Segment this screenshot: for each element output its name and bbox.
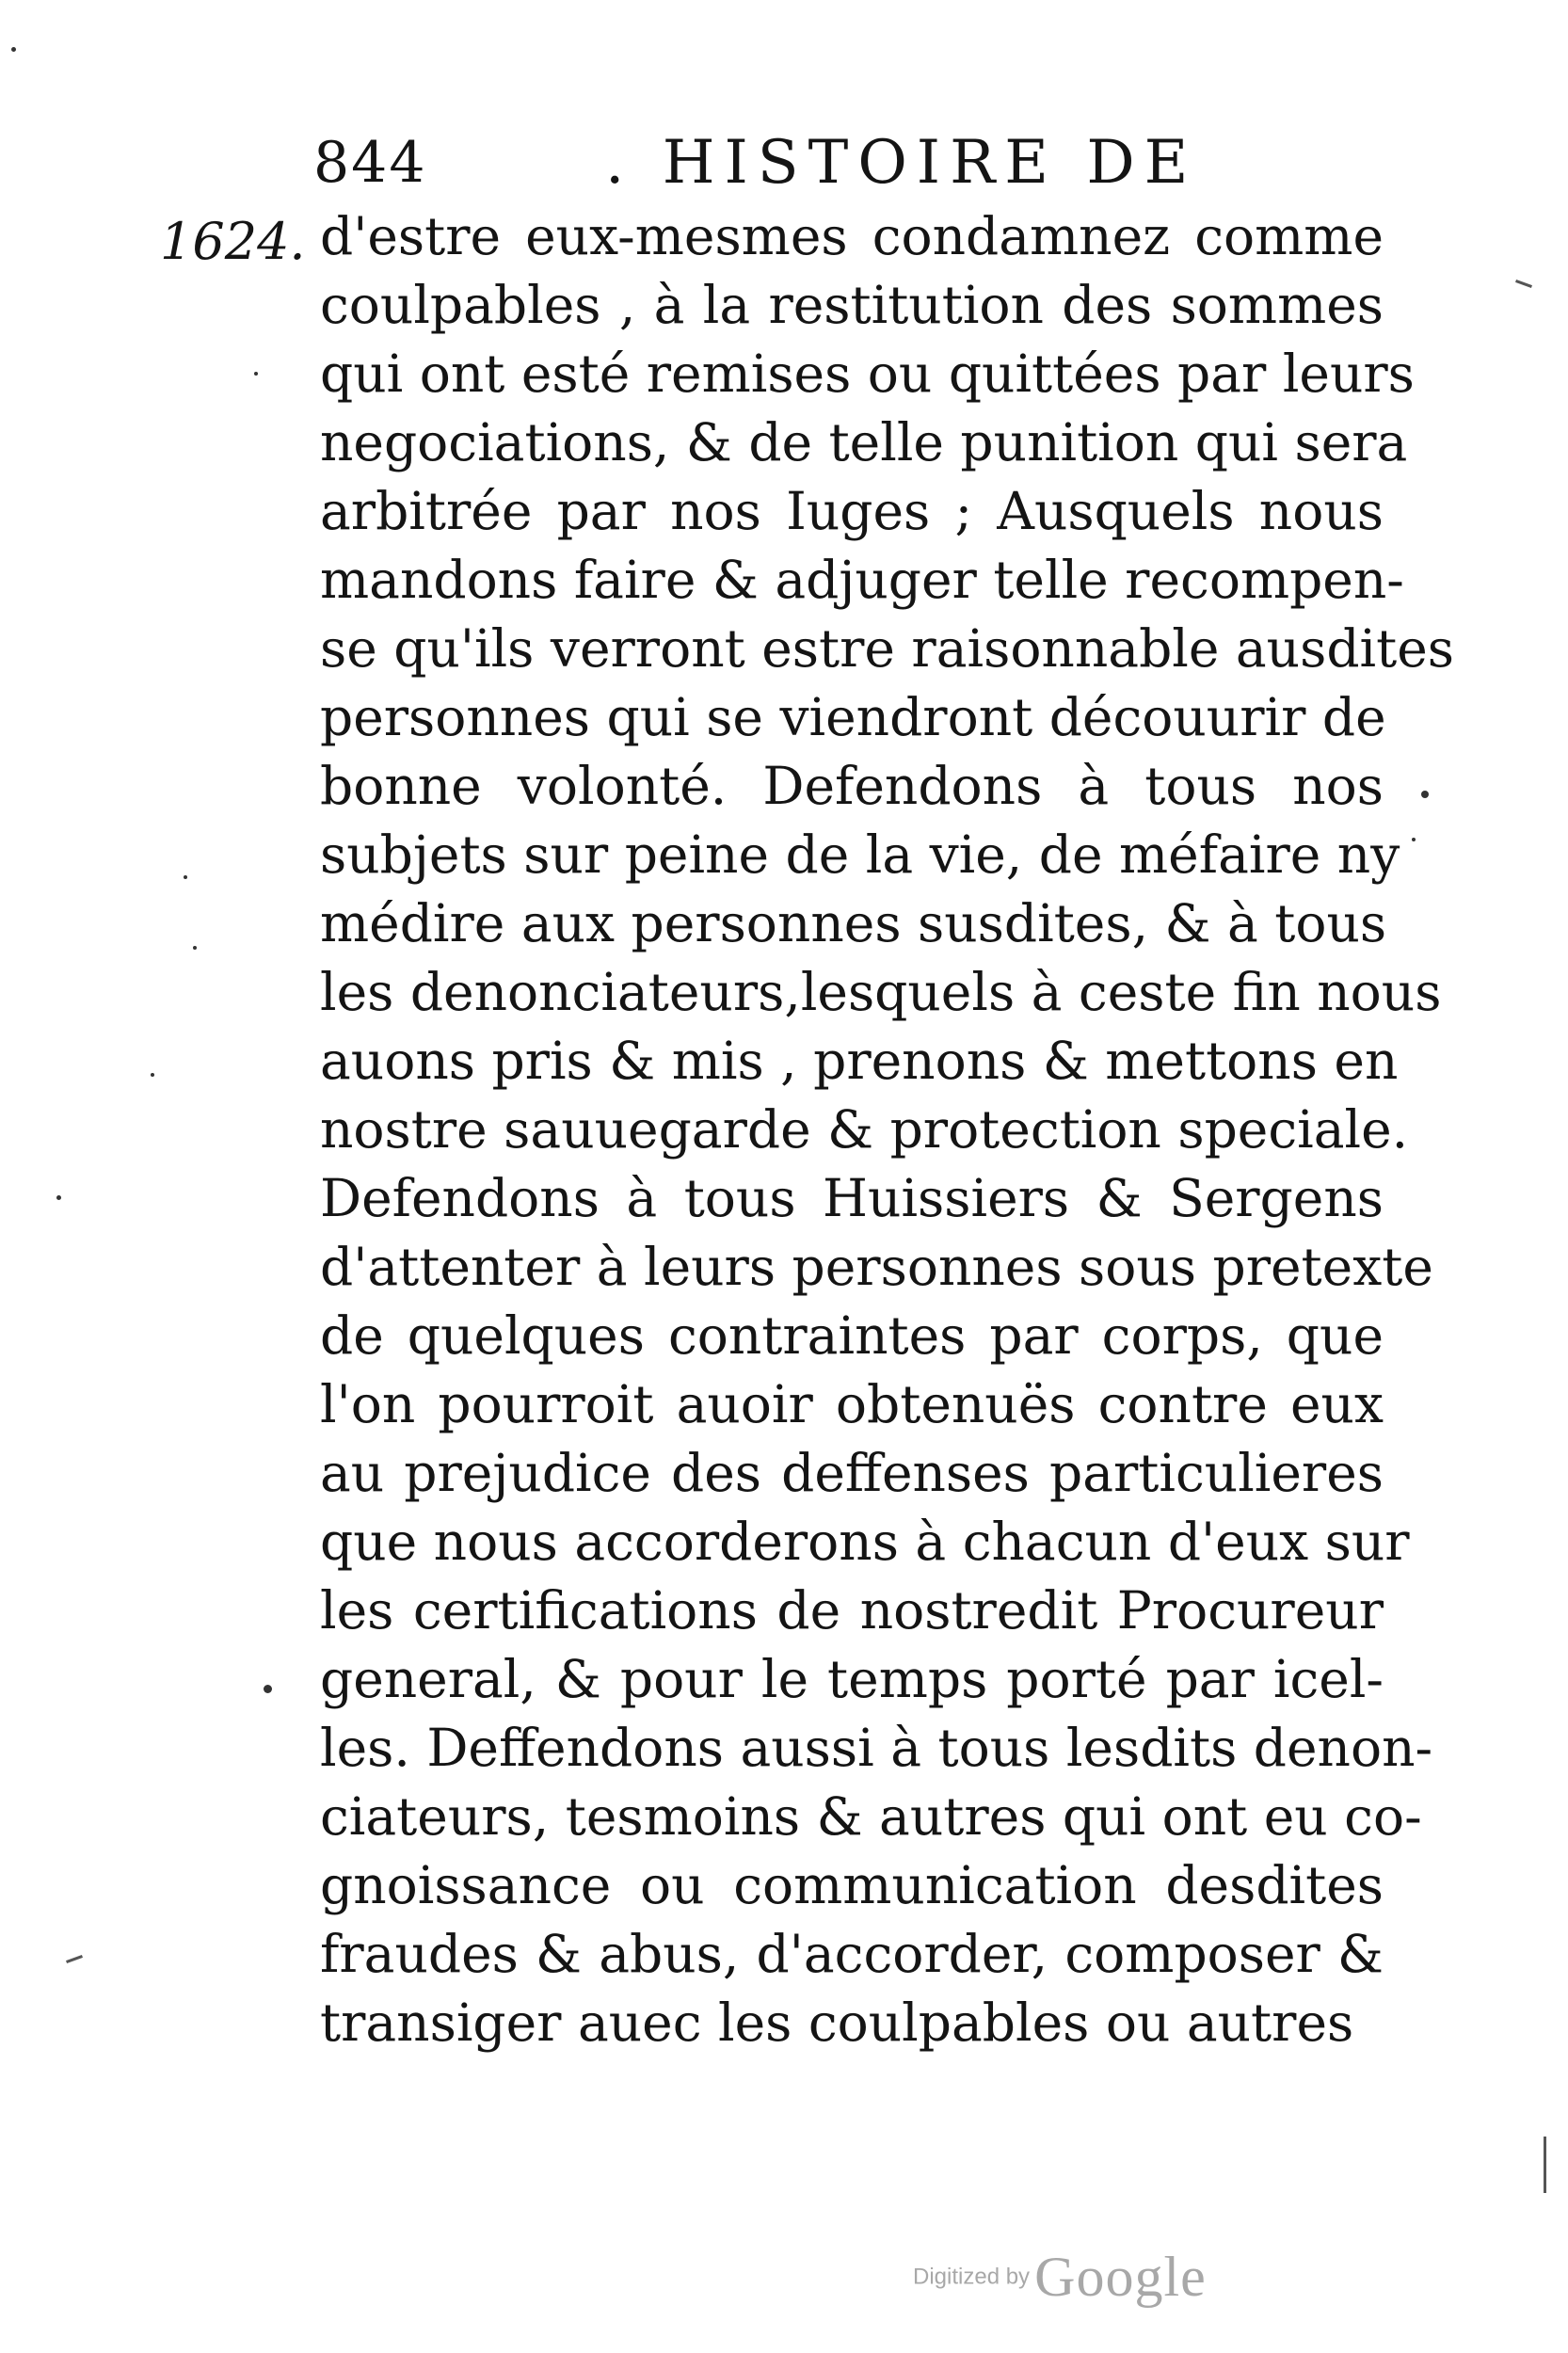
text-line: nostre sauuegarde & protection speciale. [320, 1099, 1409, 1160]
text-line: auons pris & mis , prenons & mettons en [320, 1031, 1399, 1091]
text-line: ciateurs, tesmoins & autres qui ont eu co- [320, 1786, 1422, 1847]
text-line: qui ont esté remises ou quittées par leurs [320, 344, 1415, 404]
scan-speck [184, 875, 187, 879]
text-line: les certifications de nostredit Procureur [320, 1580, 1384, 1641]
margin-year-note: 1624. [160, 212, 306, 271]
text-line: bonne volonté. Defendons à tous nos [320, 756, 1384, 816]
text-line: les denonciateurs,lesquels à ceste fin nous [320, 962, 1442, 1022]
digitized-watermark [913, 2245, 1207, 2310]
text-line: coulpables , à la restitution des sommes [320, 275, 1384, 335]
watermark-prefix: Digitized by [913, 2264, 1031, 2290]
text-line: mandons faire & adjuger telle recompen- [320, 550, 1404, 610]
text-line: d'attenter à leurs personnes sous pretexte [320, 1237, 1433, 1297]
text-line: general, & pour le temps porté par icel- [320, 1649, 1384, 1709]
text-line: se qu'ils verront estre raisonnable ausdites [320, 618, 1455, 679]
scan-speck [1412, 838, 1416, 841]
scan-edge-mark [1544, 2137, 1546, 2193]
scan-speck [151, 1073, 154, 1077]
text-line: au prejudice des deffenses particulieres [320, 1443, 1384, 1503]
body-text [320, 202, 1455, 2057]
text-line: fraudes & abus, d'accorder, composer & [320, 1924, 1384, 1984]
running-head: . HISTOIRE DE [605, 128, 1198, 198]
page-header [313, 120, 1255, 205]
page-number: 844 [313, 130, 427, 196]
text-line: les. Deffendons aussi à tous lesdits denon- [320, 1718, 1433, 1778]
text-line: gnoissance ou communication desdites [320, 1855, 1384, 1915]
text-line: negociations, & de telle punition qui sera [320, 412, 1408, 472]
text-line: subjets sur peine de la vie, de méfaire ny [320, 824, 1400, 885]
text-line: de quelques contraintes par corps, que [320, 1305, 1384, 1366]
text-line: personnes qui se viendront découurir de [320, 687, 1386, 747]
scan-speck [56, 1195, 61, 1200]
scan-speck [264, 1685, 272, 1693]
watermark-brand: Google [1034, 2246, 1207, 2308]
scan-speck [254, 372, 258, 376]
text-line: transiger auec les coulpables ou autres [320, 1993, 1354, 2053]
text-line: Defendons à tous Huissiers & Sergens [320, 1168, 1384, 1228]
text-line: que nous accorderons à chacun d'eux sur [320, 1512, 1410, 1572]
scan-edge-mark [1515, 280, 1532, 288]
text-line: arbitrée par nos Iuges ; Ausquels nous [320, 481, 1384, 541]
scan-speck [193, 946, 197, 950]
scan-speck [1421, 791, 1429, 798]
text-line: médire aux personnes susdites, & à tous [320, 893, 1387, 953]
text-line: l'on pourroit auoir obtenuës contre eux [320, 1374, 1384, 1434]
text-line: d'estre eux-mesmes condamnez comme [320, 206, 1384, 266]
scan-speck [11, 47, 16, 52]
scan-edge-mark [66, 1955, 83, 1963]
